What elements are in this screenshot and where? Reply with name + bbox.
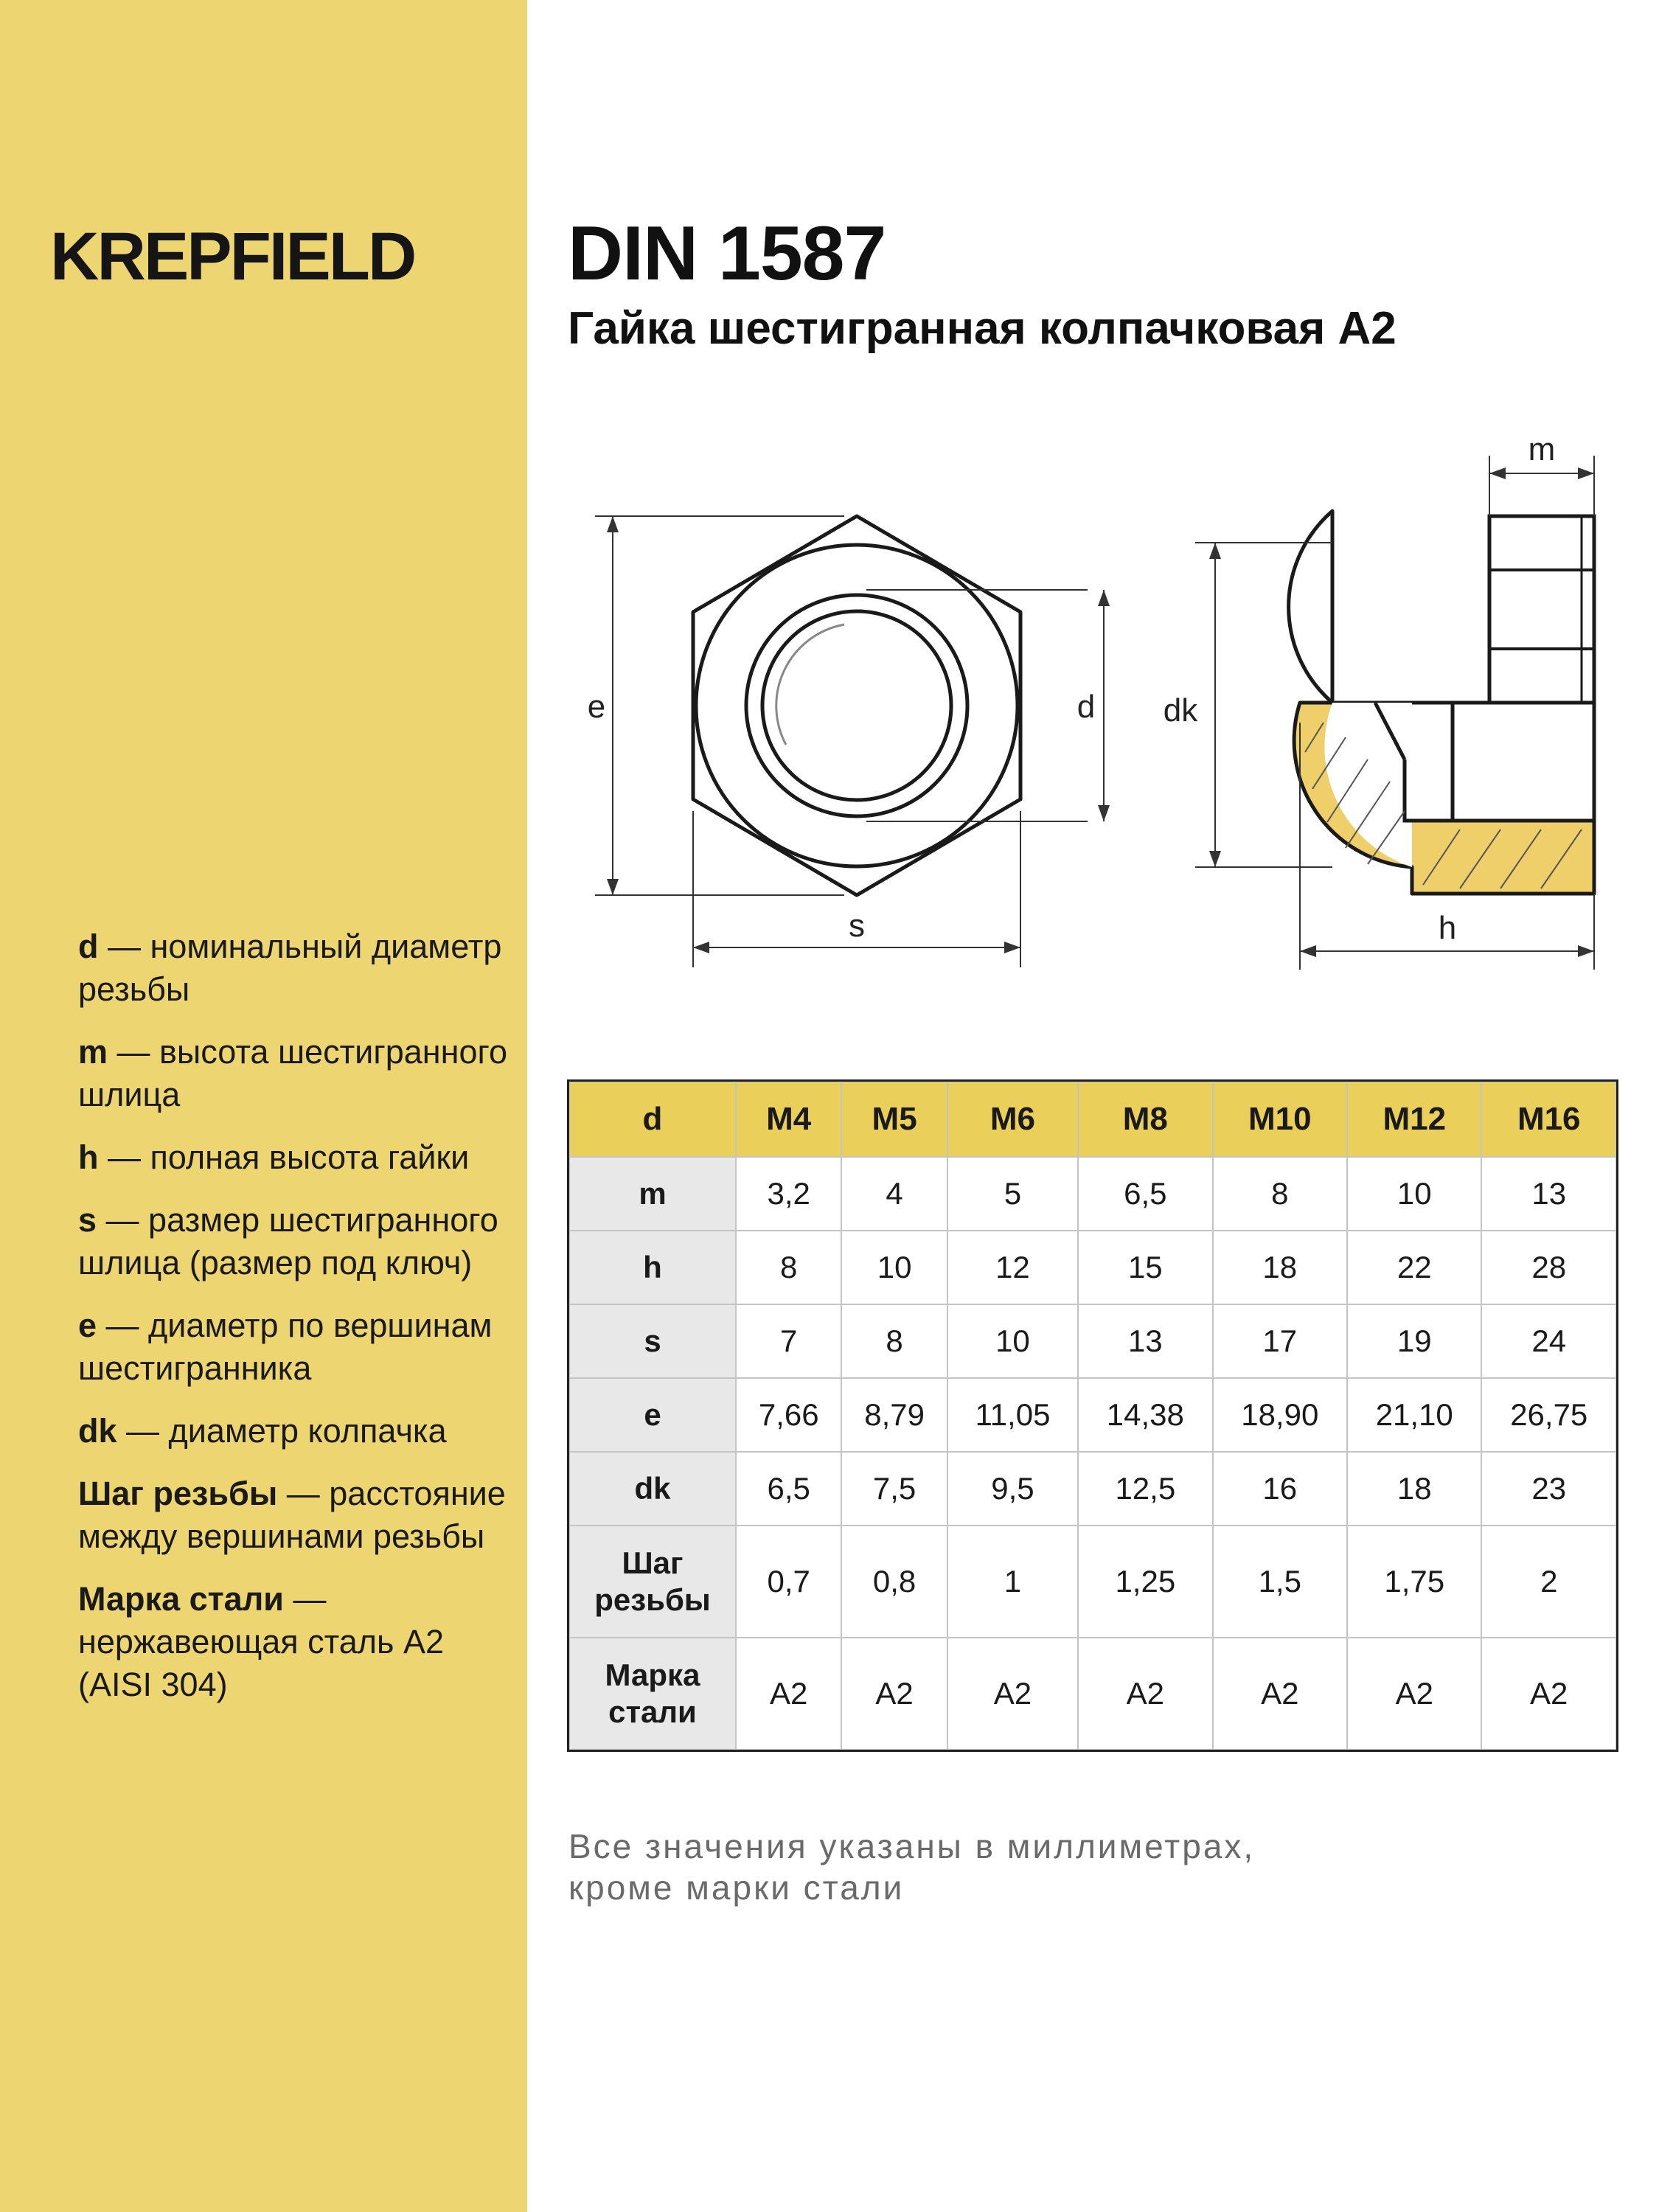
row-label: h <box>569 1231 736 1304</box>
table-cell: 13 <box>1481 1157 1616 1231</box>
front-dimension-lines <box>595 516 1104 967</box>
table-header-cell: M5 <box>841 1082 947 1157</box>
table-header-cell: M10 <box>1213 1082 1347 1157</box>
table-header-cell: d <box>569 1082 736 1157</box>
page-subtitle: Гайка шестигранная колпачковая А2 <box>568 303 1397 354</box>
table-cell: 10 <box>841 1231 947 1304</box>
label-e: e <box>587 689 606 725</box>
table-cell: 1 <box>947 1526 1078 1638</box>
table-cell: 7 <box>736 1304 841 1378</box>
footnote: Все значения указаны в миллиметрах, кроме марки стали <box>568 1827 1256 1907</box>
table-cell: 1,5 <box>1213 1526 1347 1638</box>
table-cell: A2 <box>736 1638 841 1750</box>
front-arrowheads <box>607 516 1110 953</box>
row-label: m <box>569 1157 736 1231</box>
table-header-cell: M12 <box>1347 1082 1481 1157</box>
table-cell: A2 <box>1078 1638 1212 1750</box>
table-row <box>569 1157 1616 1231</box>
row-label: Марка стали <box>569 1638 736 1750</box>
hex-nut-front-view <box>693 516 1020 895</box>
table-cell: 8 <box>736 1231 841 1304</box>
table-header-cell: M4 <box>736 1082 841 1157</box>
table-cell: 16 <box>1213 1452 1347 1526</box>
legend-item-pitch: Шаг резьбы — расстояние между вершинами резьбы <box>78 1475 506 1555</box>
table-cell: 0,7 <box>736 1526 841 1638</box>
table-cell: 13 <box>1078 1304 1212 1378</box>
cap-nut-side-view <box>1289 511 1594 894</box>
table-cell: 0,8 <box>841 1526 947 1638</box>
page-title: DIN 1587 <box>568 211 886 296</box>
legend-item-e: e — диаметр по вершинам шестигранника <box>78 1307 493 1387</box>
row-label: dk <box>569 1452 736 1526</box>
table-cell: 21,10 <box>1347 1378 1481 1452</box>
table-header-cell: M8 <box>1078 1082 1212 1157</box>
table-cell: 10 <box>947 1304 1078 1378</box>
label-s: s <box>849 908 865 944</box>
table-cell: 4 <box>841 1157 947 1231</box>
label-d: d <box>1077 689 1096 725</box>
table-cell: 1,75 <box>1347 1526 1481 1638</box>
table-cell: 10 <box>1347 1157 1481 1231</box>
table-cell: A2 <box>1213 1638 1347 1750</box>
legend-item-d: d — номинальный диаметр резьбы <box>78 928 502 1008</box>
table-header-cell: M16 <box>1481 1082 1616 1157</box>
table-cell: A2 <box>1347 1638 1481 1750</box>
legend-list <box>78 925 521 1726</box>
technical-drawing <box>527 413 1659 1003</box>
table-cell: 8 <box>1213 1157 1347 1231</box>
label-dk: dk <box>1163 692 1198 728</box>
table-cell: 2 <box>1481 1526 1616 1638</box>
table-cell: 5 <box>947 1157 1078 1231</box>
table-cell: 17 <box>1213 1304 1347 1378</box>
table-cell: 26,75 <box>1481 1378 1616 1452</box>
table-cell: 15 <box>1078 1231 1212 1304</box>
table-header-row <box>569 1082 1616 1157</box>
table-cell: 12 <box>947 1231 1078 1304</box>
table-cell: A2 <box>1481 1638 1616 1750</box>
table-cell: 18 <box>1347 1452 1481 1526</box>
table-cell: 1,25 <box>1078 1526 1212 1638</box>
table-row <box>569 1638 1616 1750</box>
table-cell: 14,38 <box>1078 1378 1212 1452</box>
table-cell: A2 <box>947 1638 1078 1750</box>
table-cell: 11,05 <box>947 1378 1078 1452</box>
table-cell: 24 <box>1481 1304 1616 1378</box>
row-label: Шаг резьбы <box>569 1526 736 1638</box>
table-cell: 18,90 <box>1213 1378 1347 1452</box>
table-row <box>569 1231 1616 1304</box>
table-cell: 23 <box>1481 1452 1616 1526</box>
table-row <box>569 1378 1616 1452</box>
legend-item-dk: dk — диаметр колпачка <box>78 1412 447 1450</box>
table-row <box>569 1304 1616 1378</box>
table-cell: A2 <box>841 1638 947 1750</box>
table-cell: 18 <box>1213 1231 1347 1304</box>
table-cell: 28 <box>1481 1231 1616 1304</box>
table-cell: 12,5 <box>1078 1452 1212 1526</box>
brand-logo: KREPFIELD <box>50 219 415 294</box>
table-cell: 3,2 <box>736 1157 841 1231</box>
table-row <box>569 1526 1616 1638</box>
table-header-cell: M6 <box>947 1082 1078 1157</box>
label-h: h <box>1438 910 1457 946</box>
row-label: s <box>569 1304 736 1378</box>
table-cell: 7,5 <box>841 1452 947 1526</box>
row-label: e <box>569 1378 736 1452</box>
sidebar-panel <box>0 0 527 2212</box>
table-cell: 9,5 <box>947 1452 1078 1526</box>
dimensions-table <box>568 1081 1617 1750</box>
table-cell: 7,66 <box>736 1378 841 1452</box>
table-cell: 8 <box>841 1304 947 1378</box>
table-cell: 6,5 <box>1078 1157 1212 1231</box>
legend-item-steel: Марка стали — нержавеющая сталь A2 (AISI 304) <box>78 1580 445 1703</box>
legend-item-m: m — высота шестигранного шлица <box>78 1033 507 1113</box>
table-cell: 22 <box>1347 1231 1481 1304</box>
table-row <box>569 1452 1616 1526</box>
table-cell: 6,5 <box>736 1452 841 1526</box>
legend-item-s: s — размер шестигранного шлица (размер под ключ) <box>78 1201 498 1281</box>
table-cell: 19 <box>1347 1304 1481 1378</box>
label-m: m <box>1528 431 1556 467</box>
table-cell: 8,79 <box>841 1378 947 1452</box>
legend-item-h: h — полная высота гайки <box>78 1138 470 1176</box>
